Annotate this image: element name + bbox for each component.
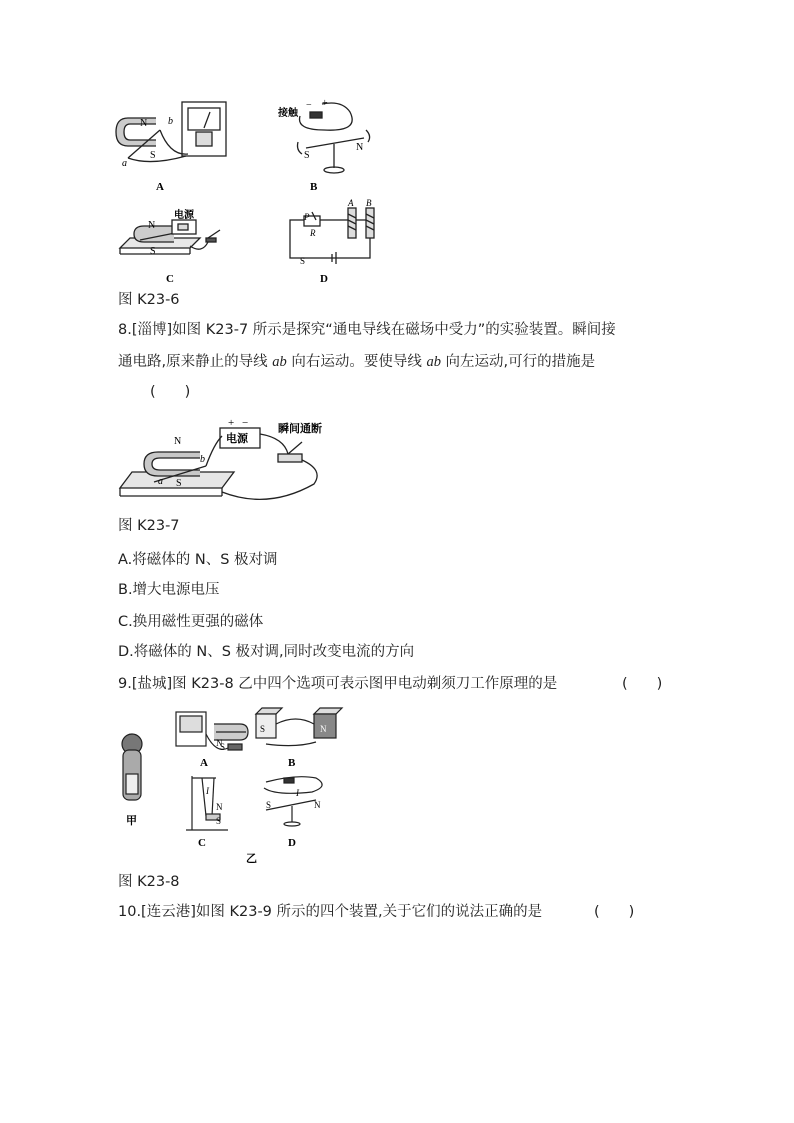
c-s-label: S: [216, 816, 222, 826]
b-n-label: N: [320, 724, 327, 734]
subfigure-a-label: A: [200, 757, 208, 769]
wire-a-label: a: [122, 158, 127, 169]
subfigure-c-label: C: [166, 273, 174, 285]
subfigure-a: [116, 102, 226, 162]
d-i-label: I: [296, 788, 299, 798]
c-n-label: N: [148, 220, 156, 231]
d-a-label: A: [348, 198, 354, 208]
figure-k23-8-caption: 图 K23-8: [118, 874, 180, 890]
question-8-line-1: 8.[淄博]如图 K23-7 所示是探究“通电导线在磁场中受力”的实验装置。瞬间接: [118, 322, 616, 338]
d-s-label: S: [266, 800, 272, 810]
wire-ab-term: ab: [426, 354, 441, 370]
figure-k23-8-drawing: [116, 704, 346, 866]
subfigure-b-label: B: [310, 181, 318, 193]
q8-text-part: 向右运动。要使导线: [286, 354, 427, 370]
label-jia: 甲: [126, 815, 137, 827]
option-b: B.增大电源电压: [118, 582, 220, 598]
figure-k23-7: [118, 414, 328, 510]
minus-terminal-label: −: [242, 417, 249, 429]
c-n-label: N: [216, 802, 223, 812]
figure-k23-6-drawing: [110, 96, 400, 291]
electric-shaver: [122, 734, 142, 800]
subfigure-a-label: A: [156, 181, 164, 193]
subfigure-b-label: B: [288, 757, 296, 769]
magnet-n-label: N: [174, 436, 182, 447]
a-n-label: N: [216, 738, 223, 748]
label-yi: 乙: [246, 853, 257, 865]
b-s-label: S: [260, 724, 266, 734]
question-9-answer-blank: ( ): [622, 676, 663, 692]
c-power-label: 电源: [174, 210, 194, 221]
figure-k23-6-caption: 图 K23-6: [118, 292, 180, 308]
question-10-answer-blank: ( ): [594, 904, 635, 920]
b-s-label: S: [304, 150, 310, 161]
b-minus-label: −: [306, 100, 312, 111]
subfigure-b: [256, 708, 342, 746]
wire-ab-term: ab: [272, 354, 287, 370]
c-s-label: S: [150, 246, 156, 257]
question-8-answer-blank: ( ): [150, 384, 191, 400]
figure-k23-7-drawing: [118, 414, 328, 510]
option-d: D.将磁体的 N、S 极对调,同时改变电流的方向: [118, 644, 415, 660]
d-p-label: P: [304, 212, 310, 222]
d-b-label: B: [366, 198, 372, 208]
contact-label: 接触: [278, 108, 298, 119]
option-c: C.换用磁性更强的磁体: [118, 614, 264, 630]
subfigure-d-label: D: [320, 273, 328, 285]
option-a: A.将磁体的 N、S 极对调: [118, 552, 278, 568]
b-plus-label: +: [322, 98, 328, 109]
subfigure-c-label: C: [198, 837, 206, 849]
b-n-label: N: [356, 142, 364, 153]
c-i-label: I: [206, 786, 209, 796]
wire-a-label: a: [158, 476, 163, 487]
magnet-s-label: S: [176, 478, 182, 489]
figure-k23-7-caption: 图 K23-7: [118, 518, 180, 534]
question-10-text: 10.[连云港]如图 K23-9 所示的四个装置,关于它们的说法正确的是: [118, 904, 543, 920]
subfigure-d-label: D: [288, 837, 296, 849]
magnet-n-label: N: [140, 118, 148, 129]
d-r-label: R: [310, 228, 316, 238]
subfigure-c: [120, 220, 220, 254]
d-n-label: N: [314, 800, 321, 810]
subfigure-b: [298, 103, 370, 173]
wire-b-label: b: [200, 454, 205, 465]
momentary-switch-label: 瞬间通断: [278, 423, 322, 435]
figure-k23-6: [110, 96, 400, 291]
magnet-s-label: S: [150, 150, 156, 161]
q8-text-part: 通电路,原来静止的导线: [118, 354, 273, 370]
subfigure-a: [176, 712, 248, 750]
question-8-line-2: [118, 352, 595, 372]
question-9-text: 9.[盐城]图 K23-8 乙中四个选项可表示图甲电动剃须刀工作原理的是: [118, 676, 558, 692]
a-s-label: S: [220, 742, 226, 752]
figure-k23-8: [116, 704, 346, 866]
q8-text-part: 向左运动,可行的措施是: [440, 354, 596, 370]
power-supply-label: 电源: [226, 433, 248, 445]
wire-b-label: b: [168, 116, 173, 127]
plus-terminal-label: +: [228, 417, 235, 429]
d-s-label: S: [300, 256, 306, 266]
